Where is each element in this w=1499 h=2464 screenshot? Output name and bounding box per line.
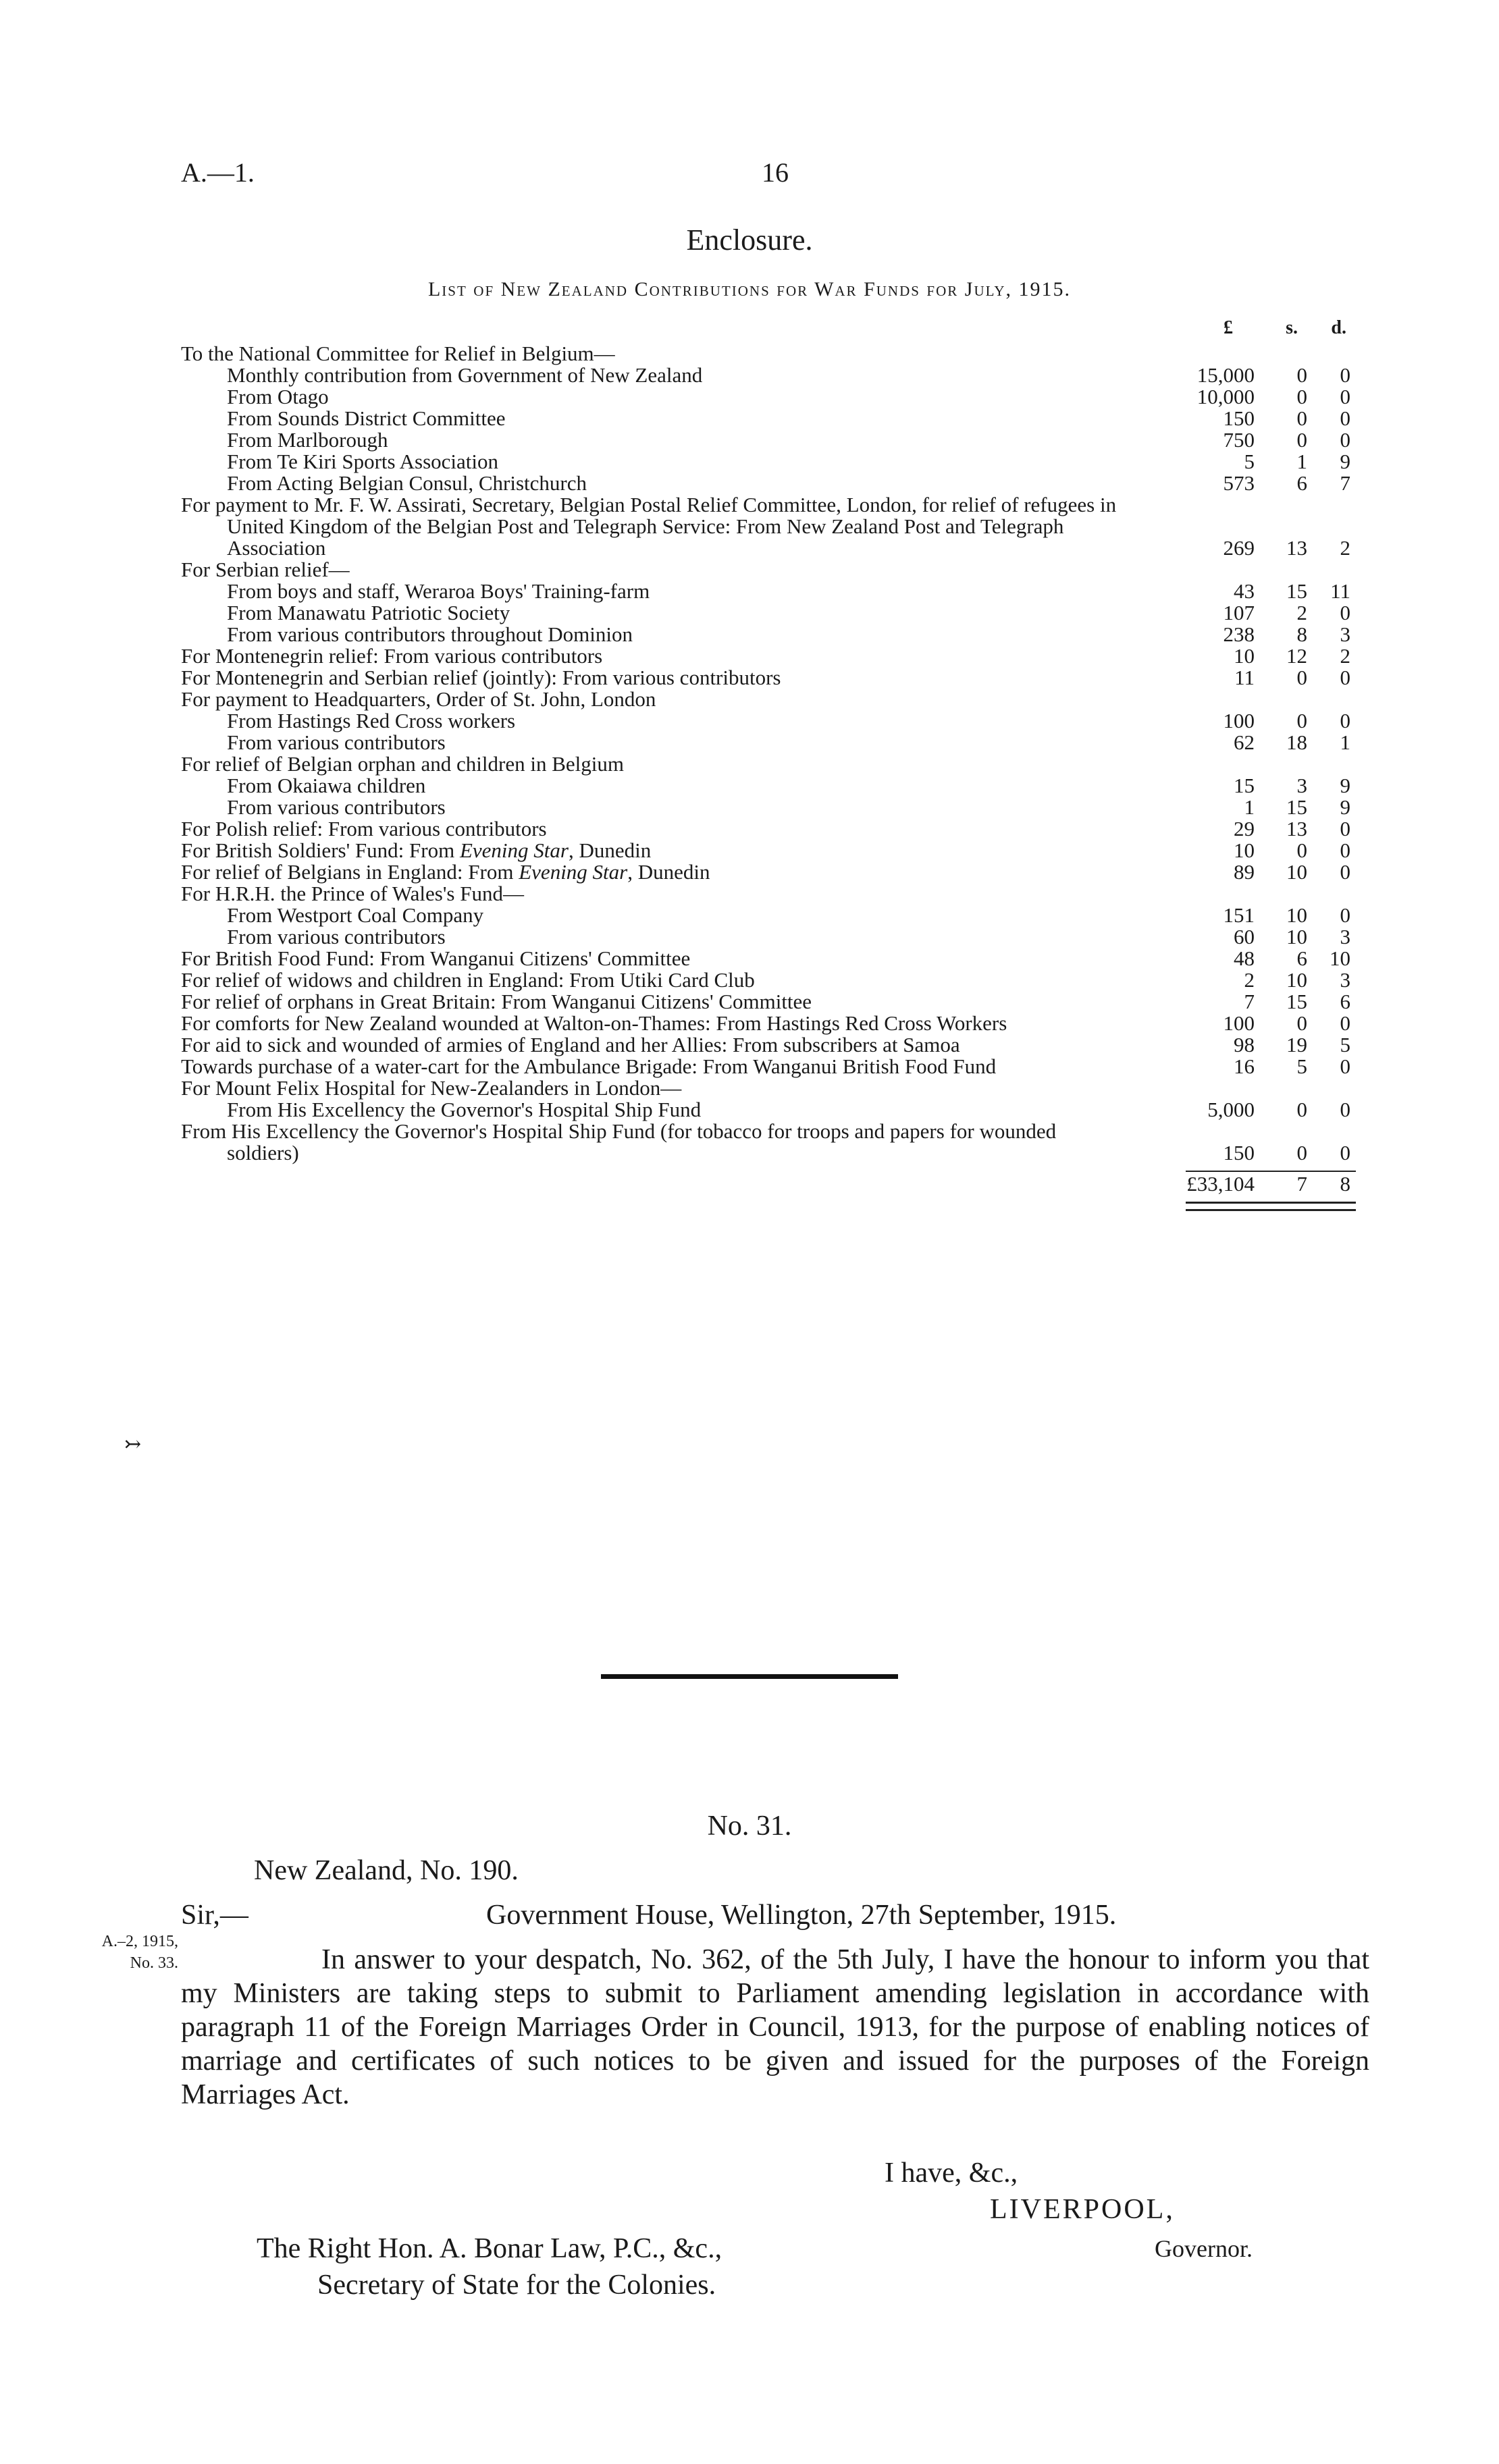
row-amount xyxy=(1153,905,1356,926)
running-head: A.—1. xyxy=(181,157,255,188)
amount-pounds: 151 xyxy=(1223,903,1255,927)
row-amount xyxy=(1153,991,1356,1013)
amount-pounds: 2 xyxy=(1244,968,1255,992)
row-description: For relief of widows and children in England: From Utiki Card Club xyxy=(181,968,755,992)
total-double-rule xyxy=(1186,1202,1356,1211)
amount-pence: 0 xyxy=(1340,666,1350,689)
table-row xyxy=(181,840,1356,861)
amount-pence: 0 xyxy=(1340,406,1350,430)
amount-pence: 5 xyxy=(1340,1033,1350,1056)
table-row xyxy=(181,753,1356,775)
table-row xyxy=(181,559,1356,581)
table-row xyxy=(181,991,1356,1013)
total-shillings: 7 xyxy=(1296,1172,1307,1196)
amount-pence: 0 xyxy=(1340,838,1350,862)
row-amount xyxy=(1153,408,1356,429)
letter-closing: I have, &c., xyxy=(885,2158,1018,2189)
table-rows xyxy=(181,343,1356,1164)
amount-pence: 0 xyxy=(1340,363,1350,387)
table-row xyxy=(181,473,1356,494)
table-row xyxy=(181,1099,1356,1121)
row-amount xyxy=(1153,451,1356,473)
table-row xyxy=(181,926,1356,948)
table-row xyxy=(181,667,1356,689)
amount-pounds: 100 xyxy=(1223,709,1255,732)
amount-pence: 0 xyxy=(1340,709,1350,732)
row-amount xyxy=(1153,1142,1356,1164)
table-row xyxy=(181,429,1356,451)
amount-pounds: 16 xyxy=(1234,1054,1255,1078)
row-description: For British Soldiers' Fund: From Evening Star, Dunedin xyxy=(181,838,652,862)
amount-pence: 0 xyxy=(1340,1141,1350,1164)
row-description: From Acting Belgian Consul, Christchurch xyxy=(227,471,587,495)
margin-reference xyxy=(50,1931,178,1974)
amount-shillings: 18 xyxy=(1286,730,1307,754)
table-row xyxy=(181,581,1356,602)
amount-shillings: 0 xyxy=(1296,428,1307,452)
table-row xyxy=(181,905,1356,926)
table-row xyxy=(181,386,1356,408)
column-headers xyxy=(181,315,1356,343)
section-separator xyxy=(601,1674,898,1679)
amount-pence: 9 xyxy=(1340,450,1350,473)
amount-pounds: 5 xyxy=(1244,450,1255,473)
row-description: From His Excellency the Governor's Hospital Ship Fund xyxy=(227,1098,702,1121)
amount-pounds: 10,000 xyxy=(1196,385,1255,408)
row-description: From Okaiawa children xyxy=(227,774,426,797)
table-row xyxy=(181,883,1356,905)
row-description: For Montenegrin relief: From various contributors xyxy=(181,644,603,668)
amount-pence: 3 xyxy=(1340,968,1350,992)
row-amount xyxy=(1153,365,1356,386)
amount-pounds: 573 xyxy=(1223,471,1255,495)
row-description: From His Excellency the Governor's Hospital Ship Fund (for tobacco for troops and papers for wounded soldiers) xyxy=(181,1119,1057,1164)
table-row xyxy=(181,1121,1356,1164)
amount-pence: 7 xyxy=(1340,471,1350,495)
total-pence: 8 xyxy=(1340,1172,1350,1196)
row-description: From Te Kiri Sports Association xyxy=(227,450,498,473)
letter-body xyxy=(181,1943,1369,2112)
row-amount xyxy=(1153,948,1356,969)
row-amount xyxy=(1153,537,1356,559)
amount-pence: 3 xyxy=(1340,925,1350,948)
page-number: 16 xyxy=(762,157,789,188)
row-amount xyxy=(1153,667,1356,689)
row-description: From various contributors xyxy=(227,925,446,948)
amount-shillings: 10 xyxy=(1286,925,1307,948)
contributions-table xyxy=(181,315,1356,1211)
amount-shillings: 2 xyxy=(1296,601,1307,624)
pounds-column-header: £ xyxy=(1224,317,1233,338)
row-description: From Manawatu Patriotic Society xyxy=(227,601,510,624)
row-description: For relief of Belgian orphan and children in Belgium xyxy=(181,752,624,776)
table-row xyxy=(181,818,1356,840)
amount-shillings: 15 xyxy=(1286,795,1307,819)
row-amount xyxy=(1153,581,1356,602)
amount-shillings: 1 xyxy=(1296,450,1307,473)
amount-pence: 1 xyxy=(1340,730,1350,754)
amount-shillings: 0 xyxy=(1296,666,1307,689)
amount-shillings: 10 xyxy=(1286,903,1307,927)
amount-shillings: 12 xyxy=(1286,644,1307,668)
row-amount xyxy=(1153,1099,1356,1121)
amount-shillings: 0 xyxy=(1296,1098,1307,1121)
amount-pounds: 100 xyxy=(1223,1011,1255,1035)
row-amount xyxy=(1153,602,1356,624)
amount-shillings: 0 xyxy=(1296,406,1307,430)
amount-shillings: 0 xyxy=(1296,1141,1307,1164)
amount-pounds: 15,000 xyxy=(1196,363,1255,387)
amount-pence: 6 xyxy=(1340,990,1350,1013)
amount-pence: 0 xyxy=(1340,903,1350,927)
amount-pence: 2 xyxy=(1340,644,1350,668)
row-description: From various contributors throughout Dominion xyxy=(227,622,633,646)
amount-shillings: 19 xyxy=(1286,1033,1307,1056)
row-amount xyxy=(1153,840,1356,861)
row-amount xyxy=(1153,775,1356,797)
amount-pounds: 62 xyxy=(1234,730,1255,754)
row-amount xyxy=(1153,1013,1356,1034)
amount-pence: 0 xyxy=(1340,1098,1350,1121)
row-description: For H.R.H. the Prince of Wales's Fund— xyxy=(181,882,524,905)
row-description: From Westport Coal Company xyxy=(227,903,484,927)
row-amount xyxy=(1153,926,1356,948)
letter-addressee: The Right Hon. A. Bonar Law, P.C., &c., xyxy=(257,2233,722,2264)
table-row xyxy=(181,494,1356,559)
amount-shillings: 15 xyxy=(1286,579,1307,603)
table-row xyxy=(181,624,1356,645)
amount-shillings: 15 xyxy=(1286,990,1307,1013)
row-amount xyxy=(1153,969,1356,991)
row-description: For Polish relief: From various contributors xyxy=(181,817,547,840)
amount-shillings: 6 xyxy=(1296,946,1307,970)
row-description: For comforts for New Zealand wounded at Walton-on-Thames: From Hastings Red Cross Workers xyxy=(181,1011,1007,1035)
table-row xyxy=(181,732,1356,753)
table-row xyxy=(181,365,1356,386)
row-amount xyxy=(1153,861,1356,883)
row-description: From Hastings Red Cross workers xyxy=(227,709,516,732)
table-row xyxy=(181,948,1356,969)
row-description: Towards purchase of a water-cart for the Ambulance Brigade: From Wanganui British Food Fund xyxy=(181,1054,997,1078)
table-row xyxy=(181,710,1356,732)
table-row xyxy=(181,1034,1356,1056)
table-row xyxy=(181,1056,1356,1077)
row-amount xyxy=(1153,710,1356,732)
letter-address-date: Government House, Wellington, 27th September, 1915. xyxy=(486,1900,1117,1931)
amount-pounds: 5,000 xyxy=(1207,1098,1255,1121)
row-amount xyxy=(1153,624,1356,645)
pence-column-header: d. xyxy=(1331,317,1346,338)
amount-shillings: 10 xyxy=(1286,860,1307,884)
row-description: For aid to sick and wounded of armies of England and her Allies: From subscribers at Samoa xyxy=(181,1033,960,1056)
amount-pounds: 48 xyxy=(1234,946,1255,970)
amount-pounds: 750 xyxy=(1223,428,1255,452)
amount-pence: 0 xyxy=(1340,860,1350,884)
letter-addressee-office: Secretary of State for the Colonies. xyxy=(317,2270,716,2301)
amount-pence: 11 xyxy=(1330,579,1350,603)
letter-signature: LIVERPOOL, xyxy=(990,2194,1175,2225)
amount-shillings: 0 xyxy=(1296,385,1307,408)
table-row xyxy=(181,451,1356,473)
row-description: For British Food Fund: From Wanganui Citizens' Committee xyxy=(181,946,691,970)
amount-shillings: 0 xyxy=(1296,1011,1307,1035)
amount-pounds: 7 xyxy=(1244,990,1255,1013)
row-description: For payment to Headquarters, Order of St. John, London xyxy=(181,687,656,711)
amount-pounds: 98 xyxy=(1234,1033,1255,1056)
enclosure-title: Enclosure. xyxy=(686,223,813,257)
row-description: From various contributors xyxy=(227,730,446,754)
amount-pence: 9 xyxy=(1340,774,1350,797)
amount-pence: 0 xyxy=(1340,601,1350,624)
row-amount xyxy=(1153,473,1356,494)
amount-shillings: 0 xyxy=(1296,709,1307,732)
row-description: Monthly contribution from Government of New Zealand xyxy=(227,363,703,387)
margin-reference-line: A.–2, 1915, xyxy=(101,1933,178,1950)
row-description: From Otago xyxy=(227,385,329,408)
amount-pounds: 89 xyxy=(1234,860,1255,884)
amount-pounds: 11 xyxy=(1234,666,1255,689)
row-description: From boys and staff, Weraroa Boys' Training-farm xyxy=(227,579,650,603)
amount-pence: 0 xyxy=(1340,1011,1350,1035)
amount-shillings: 8 xyxy=(1296,622,1307,646)
row-description: For relief of Belgians in England: From Evening Star, Dunedin xyxy=(181,860,710,884)
table-row xyxy=(181,602,1356,624)
row-amount xyxy=(1153,818,1356,840)
shillings-column-header: s. xyxy=(1286,317,1298,338)
amount-shillings: 6 xyxy=(1296,471,1307,495)
amount-shillings: 10 xyxy=(1286,968,1307,992)
row-amount xyxy=(1153,797,1356,818)
row-description: For payment to Mr. F. W. Assirati, Secretary, Belgian Postal Relief Committee, London, for relief of refugees in United Kingdom of the Belgian Post and Telegraph Service: From New Zealand Post and Telegraph Association xyxy=(181,493,1117,560)
amount-pence: 0 xyxy=(1340,428,1350,452)
letter-from: New Zealand, No. 190. xyxy=(254,1855,519,1886)
amount-pounds: 15 xyxy=(1234,774,1255,797)
row-description: For Serbian relief— xyxy=(181,558,350,581)
row-amount xyxy=(1153,386,1356,408)
margin-reference-line: No. 33. xyxy=(130,1954,178,1972)
amount-pence: 9 xyxy=(1340,795,1350,819)
row-amount xyxy=(1153,1034,1356,1056)
amount-pence: 0 xyxy=(1340,1054,1350,1078)
row-description: From Sounds District Committee xyxy=(227,406,506,430)
amount-pounds: 10 xyxy=(1234,644,1255,668)
letter-signature-title: Governor. xyxy=(1155,2235,1253,2262)
amount-pounds: 269 xyxy=(1223,536,1255,560)
row-amount xyxy=(1153,732,1356,753)
letter-salutation: Sir,— xyxy=(181,1900,248,1931)
amount-shillings: 0 xyxy=(1296,363,1307,387)
total-row xyxy=(181,1172,1356,1202)
total-pounds: £33,104 xyxy=(1186,1172,1255,1196)
amount-pence: 0 xyxy=(1340,385,1350,408)
amount-shillings: 5 xyxy=(1296,1054,1307,1078)
table-row xyxy=(181,645,1356,667)
table-row xyxy=(181,861,1356,883)
amount-pounds: 29 xyxy=(1234,817,1255,840)
amount-pounds: 43 xyxy=(1234,579,1255,603)
amount-pounds: 1 xyxy=(1244,795,1255,819)
table-row xyxy=(181,408,1356,429)
table-row xyxy=(181,1013,1356,1034)
table-row xyxy=(181,343,1356,365)
table-row xyxy=(181,797,1356,818)
amount-shillings: 13 xyxy=(1286,536,1307,560)
letter-number: No. 31. xyxy=(707,1811,792,1842)
amount-pounds: 60 xyxy=(1234,925,1255,948)
row-description: From Marlborough xyxy=(227,428,388,452)
amount-pounds: 107 xyxy=(1223,601,1255,624)
row-amount xyxy=(1153,645,1356,667)
row-description: To the National Committee for Relief in Belgium— xyxy=(181,342,615,365)
amount-pounds: 150 xyxy=(1223,1141,1255,1164)
row-description: For Montenegrin and Serbian relief (jointly): From various contributors xyxy=(181,666,781,689)
amount-pence: 2 xyxy=(1340,536,1350,560)
row-description: For relief of orphans in Great Britain: From Wanganui Citizens' Committee xyxy=(181,990,812,1013)
amount-pounds: 238 xyxy=(1223,622,1255,646)
table-row xyxy=(181,969,1356,991)
amount-shillings: 3 xyxy=(1296,774,1307,797)
amount-pounds: 10 xyxy=(1234,838,1255,862)
list-title: List of New Zealand Contributions for War Funds for July, 1915. xyxy=(427,278,1072,300)
margin-mark: ↣ xyxy=(124,1433,142,1455)
row-description: From various contributors xyxy=(227,795,446,819)
table-row xyxy=(181,689,1356,710)
amount-pence: 10 xyxy=(1330,946,1350,970)
amount-shillings: 0 xyxy=(1296,838,1307,862)
row-amount xyxy=(1153,1056,1356,1077)
table-row xyxy=(181,1077,1356,1099)
amount-pence: 0 xyxy=(1340,817,1350,840)
table-row xyxy=(181,775,1356,797)
row-amount xyxy=(1153,429,1356,451)
amount-pounds: 150 xyxy=(1223,406,1255,430)
letter-body-paragraph: In answer to your despatch, No. 362, of the 5th July, I have the honour to inform you that my Ministers are taking steps to submit to Parliament amending legislation in accordance with paragraph 11 of the Foreign Marriages Order in Council, 1913, for the purpose of enabling notices of marriage and certificates of such notices to be given and issued for the purposes of the Foreign Marriages Act. xyxy=(181,1944,1369,2110)
amount-pence: 3 xyxy=(1340,622,1350,646)
amount-shillings: 13 xyxy=(1286,817,1307,840)
row-description: For Mount Felix Hospital for New-Zealanders in London— xyxy=(181,1076,682,1100)
